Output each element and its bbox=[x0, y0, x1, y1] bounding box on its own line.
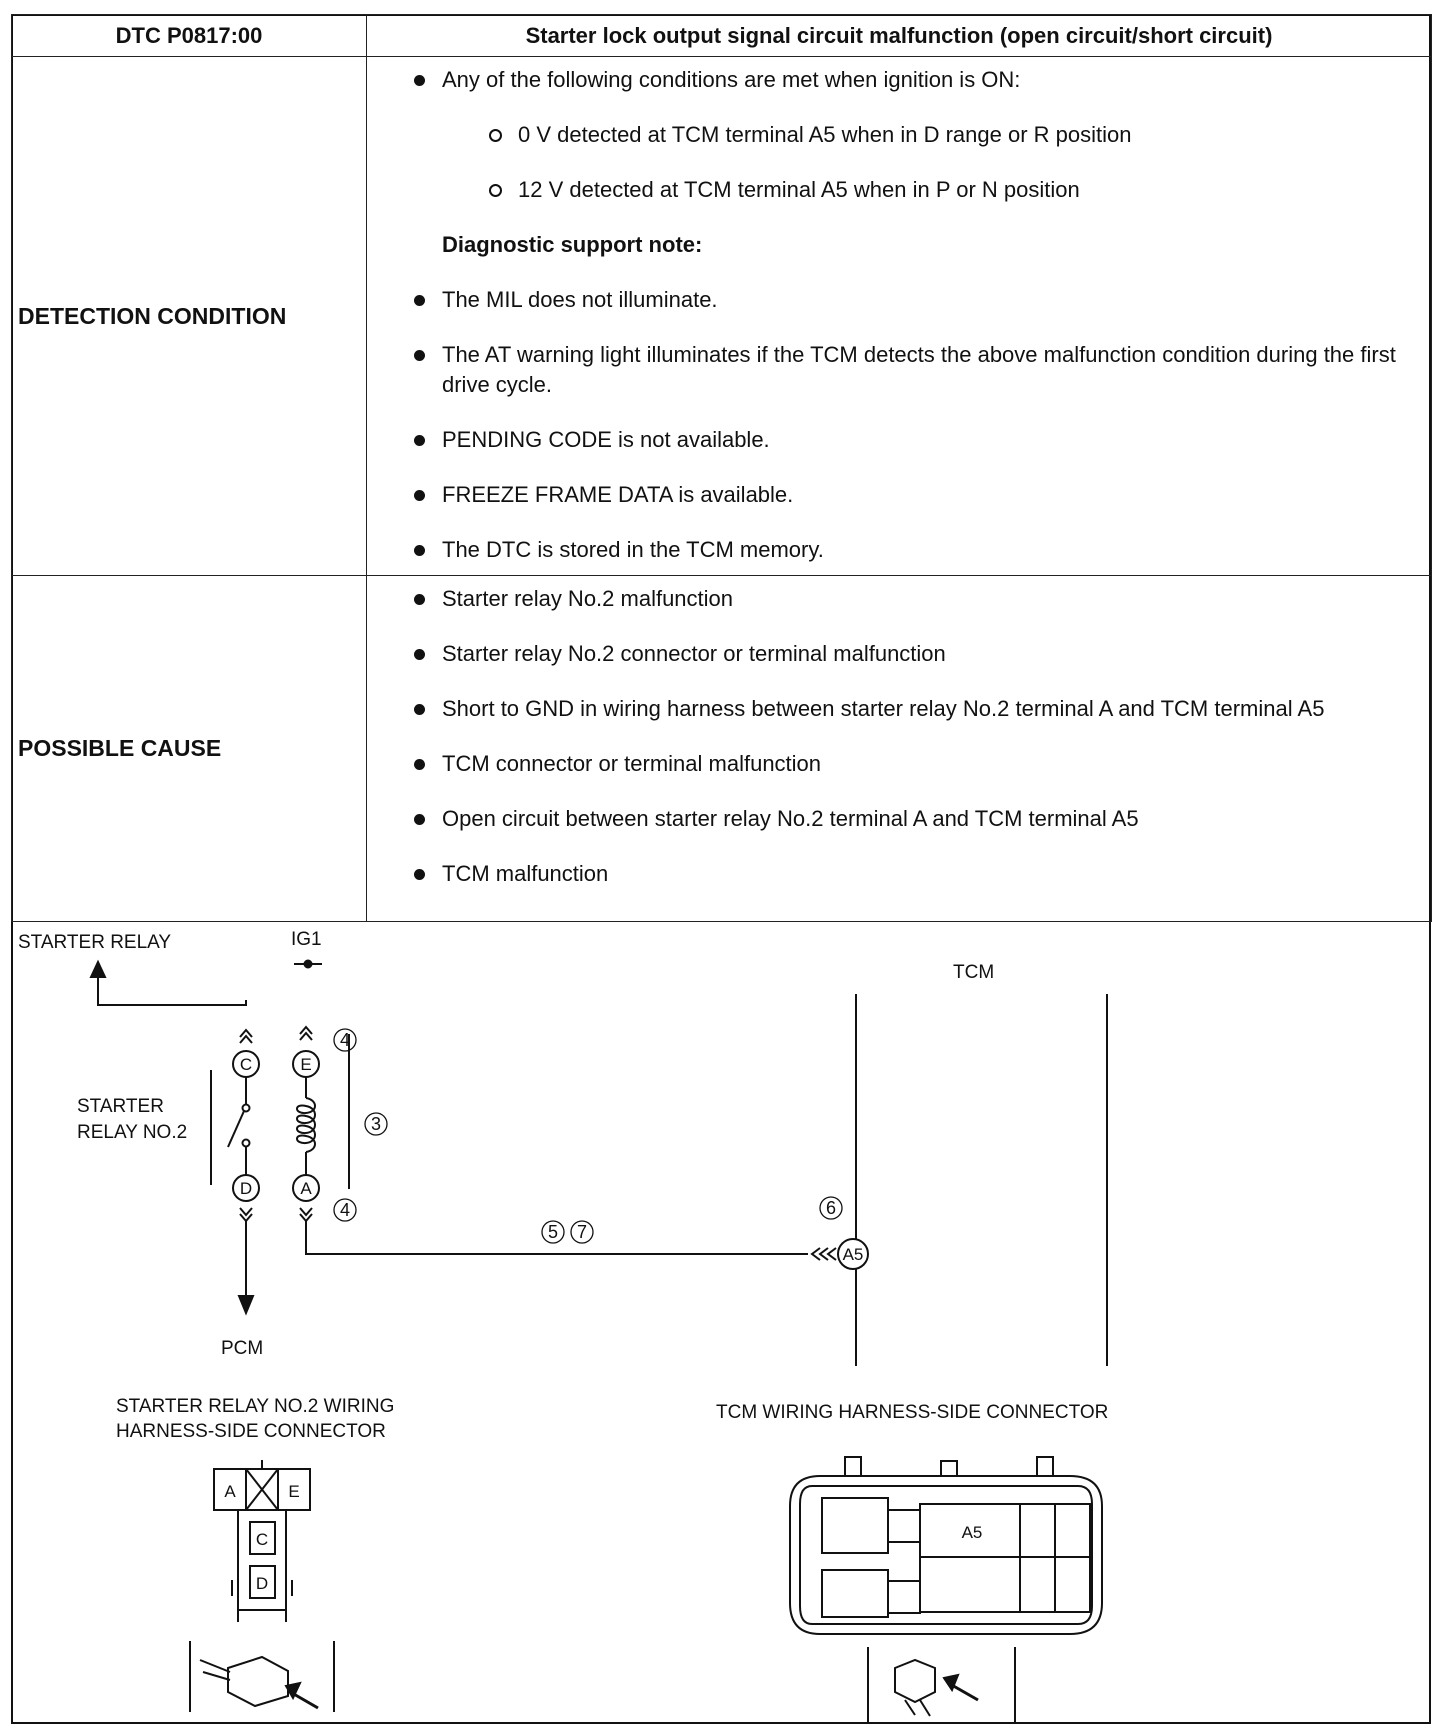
tcm-connector-title: TCM WIRING HARNESS-SIDE CONNECTOR bbox=[716, 1402, 1109, 1423]
relay-connector-title-line1: STARTER RELAY NO.2 WIRING bbox=[116, 1396, 395, 1417]
detection-intro: Any of the following conditions are met when ignition is ON: bbox=[367, 65, 1401, 95]
diagnostic-note-item: PENDING CODE is not available. bbox=[367, 425, 1401, 455]
relay-pin-a: A bbox=[224, 1482, 236, 1501]
terminal-c-label: C bbox=[239, 1055, 253, 1074]
pcm-label: PCM bbox=[221, 1338, 264, 1359]
terminal-e-label: E bbox=[300, 1055, 312, 1074]
tcm-label: TCM bbox=[953, 962, 995, 983]
detection-label: DETECTION CONDITION bbox=[12, 57, 367, 576]
starter-relay-arrow bbox=[91, 962, 105, 977]
cause-item: Short to GND in wiring harness between starter relay No.2 terminal A and TCM terminal A5 bbox=[367, 694, 1401, 724]
cause-item: TCM malfunction bbox=[367, 859, 1401, 889]
relay-connector-body bbox=[238, 1510, 286, 1610]
relay-coil bbox=[297, 1098, 315, 1152]
diagnostic-note-item: The MIL does not illuminate. bbox=[367, 285, 1401, 315]
detection-condition-item: 12 V detected at TCM terminal A5 when in P or N position bbox=[367, 175, 1401, 205]
detection-list bbox=[367, 65, 1401, 565]
step-7-label: 7 bbox=[576, 1222, 588, 1242]
dtc-table bbox=[11, 14, 1432, 922]
step-4-label: 4 bbox=[339, 1030, 351, 1050]
ig1-dot bbox=[305, 961, 312, 968]
starter-relay-label: STARTER RELAY bbox=[18, 932, 172, 953]
relay-pin-e: E bbox=[288, 1482, 300, 1501]
cause-item: TCM connector or terminal malfunction bbox=[367, 749, 1401, 779]
cause-item: Starter relay No.2 connector or terminal malfunction bbox=[367, 639, 1401, 669]
relay-pin-d: D bbox=[255, 1574, 269, 1593]
cause-list bbox=[367, 584, 1401, 889]
relay-no2-label-line2: RELAY NO.2 bbox=[77, 1122, 188, 1143]
relay-connector-title-line2: HARNESS-SIDE CONNECTOR bbox=[116, 1421, 386, 1442]
relay-switch-contact bbox=[228, 1111, 244, 1147]
dtc-code: DTC P0817:00 bbox=[12, 15, 367, 57]
cause-item: Starter relay No.2 malfunction bbox=[367, 584, 1401, 614]
diagnostic-note-heading: Diagnostic support note: bbox=[442, 232, 703, 257]
wiring-diagram bbox=[12, 919, 1430, 1722]
diagnostic-note-item: The DTC is stored in the TCM memory. bbox=[367, 535, 1401, 565]
terminal-a-label: A bbox=[300, 1179, 312, 1198]
terminal-a5-label: A5 bbox=[842, 1245, 864, 1264]
diagnostic-note-item: The AT warning light illuminates if the TCM detects the above malfunction condition during the first drive cycle. bbox=[367, 340, 1401, 400]
tcm-pin-a5: A5 bbox=[961, 1523, 983, 1542]
starter-relay-wire bbox=[98, 975, 246, 1005]
cause-item: Open circuit between starter relay No.2 terminal A and TCM terminal A5 bbox=[367, 804, 1401, 834]
detection-row bbox=[12, 57, 1432, 576]
relay-plug-icon bbox=[228, 1657, 288, 1706]
dtc-description: Starter lock output signal circuit malfunction (open circuit/short circuit) bbox=[367, 15, 1432, 57]
relay-no2-label-line1: STARTER bbox=[77, 1096, 164, 1117]
pcm-arrow bbox=[239, 1296, 253, 1313]
diagnostic-note-item: FREEZE FRAME DATA is available. bbox=[367, 480, 1401, 510]
step-5-label: 5 bbox=[547, 1222, 559, 1242]
header-row bbox=[12, 15, 1432, 57]
relay-pin-c: C bbox=[255, 1530, 269, 1549]
cause-row bbox=[12, 576, 1432, 922]
cause-label: POSSIBLE CAUSE bbox=[12, 576, 367, 922]
terminal-d-label: D bbox=[239, 1179, 253, 1198]
ig1-label: IG1 bbox=[291, 929, 322, 950]
step-4-label: 4 bbox=[339, 1200, 351, 1220]
detection-body bbox=[367, 57, 1432, 576]
step-6-label: 6 bbox=[825, 1198, 837, 1218]
step-3-label: 3 bbox=[370, 1114, 382, 1134]
tcm-plug-icon bbox=[895, 1660, 935, 1702]
detection-condition-item: 0 V detected at TCM terminal A5 when in D range or R position bbox=[367, 120, 1401, 150]
cause-body bbox=[367, 576, 1432, 922]
